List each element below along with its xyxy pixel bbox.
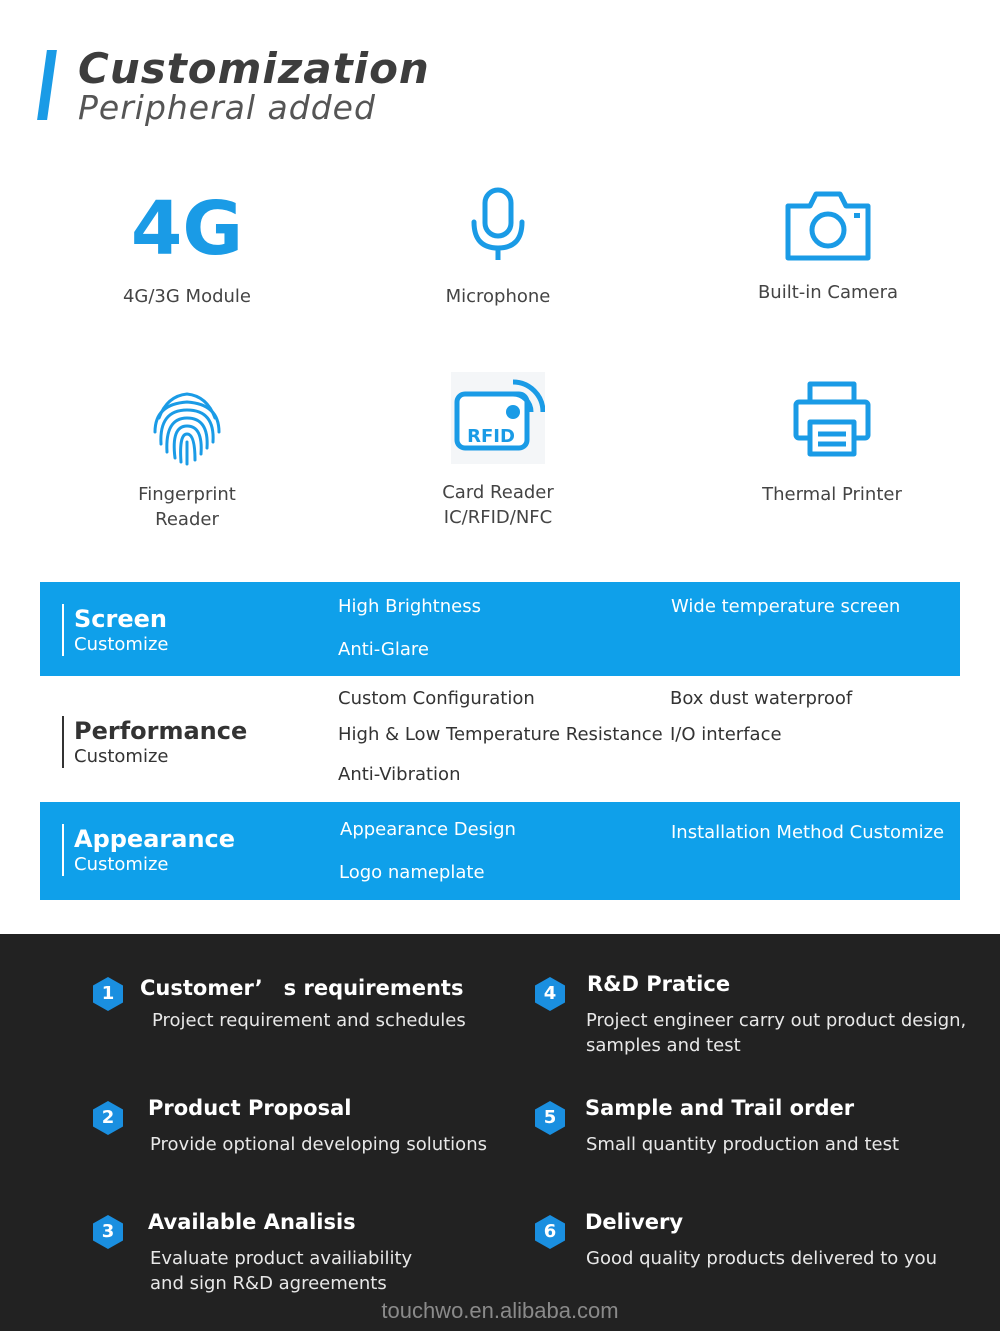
step-desc-line: samples and test	[586, 1035, 741, 1056]
step-desc: Project requirement and schedules	[152, 1010, 466, 1031]
option-item: Anti-Glare	[338, 639, 429, 660]
4g-icon	[127, 190, 247, 260]
feature-label: 4G/3G Module	[122, 286, 252, 307]
rfid-icon	[451, 372, 545, 464]
fingerprint-icon	[147, 388, 227, 468]
step-title: R&D Pratice	[587, 972, 731, 996]
option-item: Appearance Design	[340, 819, 516, 840]
rfid-icon-text: RFID	[467, 426, 515, 447]
page-title: Customization	[78, 44, 430, 93]
camera-icon	[782, 186, 874, 264]
feature-label: Thermal Printer	[762, 484, 902, 505]
step-desc-line: and sign R&D agreements	[150, 1273, 387, 1294]
step-number: 3	[101, 1221, 115, 1242]
step-desc-line: Project engineer carry out product design,	[586, 1010, 967, 1031]
row-title	[62, 604, 168, 656]
step-number: 1	[101, 983, 115, 1004]
step-title: Available Analisis	[148, 1210, 356, 1234]
row-screen-customize	[40, 582, 960, 676]
process-section	[0, 934, 1000, 1331]
microphone-icon	[468, 186, 528, 266]
feature-built-in-camera	[698, 186, 958, 305]
row-title	[62, 824, 235, 876]
step-title: Delivery	[585, 1210, 684, 1234]
step-title: Customer’ s requirements	[140, 976, 464, 1000]
option-item: High Brightness	[338, 596, 481, 617]
feature-label: Microphone	[445, 286, 551, 307]
option-item: Custom Configuration	[338, 688, 535, 709]
feature-label: Fingerprint	[138, 484, 236, 505]
row-title-main: Appearance	[74, 825, 236, 853]
feature-label: Built-in Camera	[757, 282, 899, 303]
step-desc: Small quantity production and test	[586, 1134, 900, 1155]
page-subtitle: Peripheral added	[78, 88, 376, 127]
step-number: 6	[543, 1221, 557, 1242]
4g-icon-text: 4G	[130, 190, 244, 260]
option-item: Logo nameplate	[339, 862, 485, 883]
section-header	[42, 44, 642, 134]
row-appearance-customize	[40, 802, 960, 900]
feature-microphone	[368, 186, 628, 309]
row-title-main: Screen	[74, 605, 167, 633]
step-number: 4	[543, 983, 557, 1004]
step-number: 2	[101, 1107, 115, 1128]
step-number: 5	[543, 1107, 557, 1128]
option-item: High & Low Temperature Resistance	[338, 724, 663, 745]
option-item: Wide temperature screen	[671, 596, 901, 617]
printer-icon	[792, 380, 872, 460]
row-title-main: Performance	[74, 717, 248, 745]
feature-label: Card Reader	[442, 482, 554, 503]
row-title-sub: Customize	[74, 854, 169, 875]
row-performance-customize	[40, 676, 960, 802]
step-title: Sample and Trail order	[585, 1096, 855, 1120]
row-title	[62, 716, 247, 768]
step-desc: Provide optional developing solutions	[150, 1134, 487, 1155]
option-item: I/O interface	[670, 724, 782, 745]
option-item: Installation Method Customize	[671, 822, 945, 843]
watermark: touchwo.en.alibaba.com	[381, 1298, 619, 1323]
step-desc: Good quality products delivered to you	[586, 1248, 938, 1269]
feature-4g-module	[57, 190, 317, 309]
step-desc	[150, 1246, 412, 1296]
option-item: Anti-Vibration	[338, 764, 461, 785]
option-item: Box dust waterproof	[670, 688, 853, 709]
feature-thermal-printer	[702, 380, 962, 507]
feature-fingerprint-reader	[57, 388, 317, 532]
step-title: Product Proposal	[148, 1096, 352, 1120]
header-accent-bar	[37, 50, 57, 120]
feature-label: IC/RFID/NFC	[443, 507, 553, 528]
step-desc-line: Evaluate product availiability	[150, 1248, 413, 1269]
feature-label: Reader	[155, 509, 219, 530]
feature-card-reader	[368, 372, 628, 530]
step-desc	[586, 1008, 966, 1058]
row-title-sub: Customize	[74, 746, 169, 767]
row-title-sub: Customize	[74, 634, 169, 655]
